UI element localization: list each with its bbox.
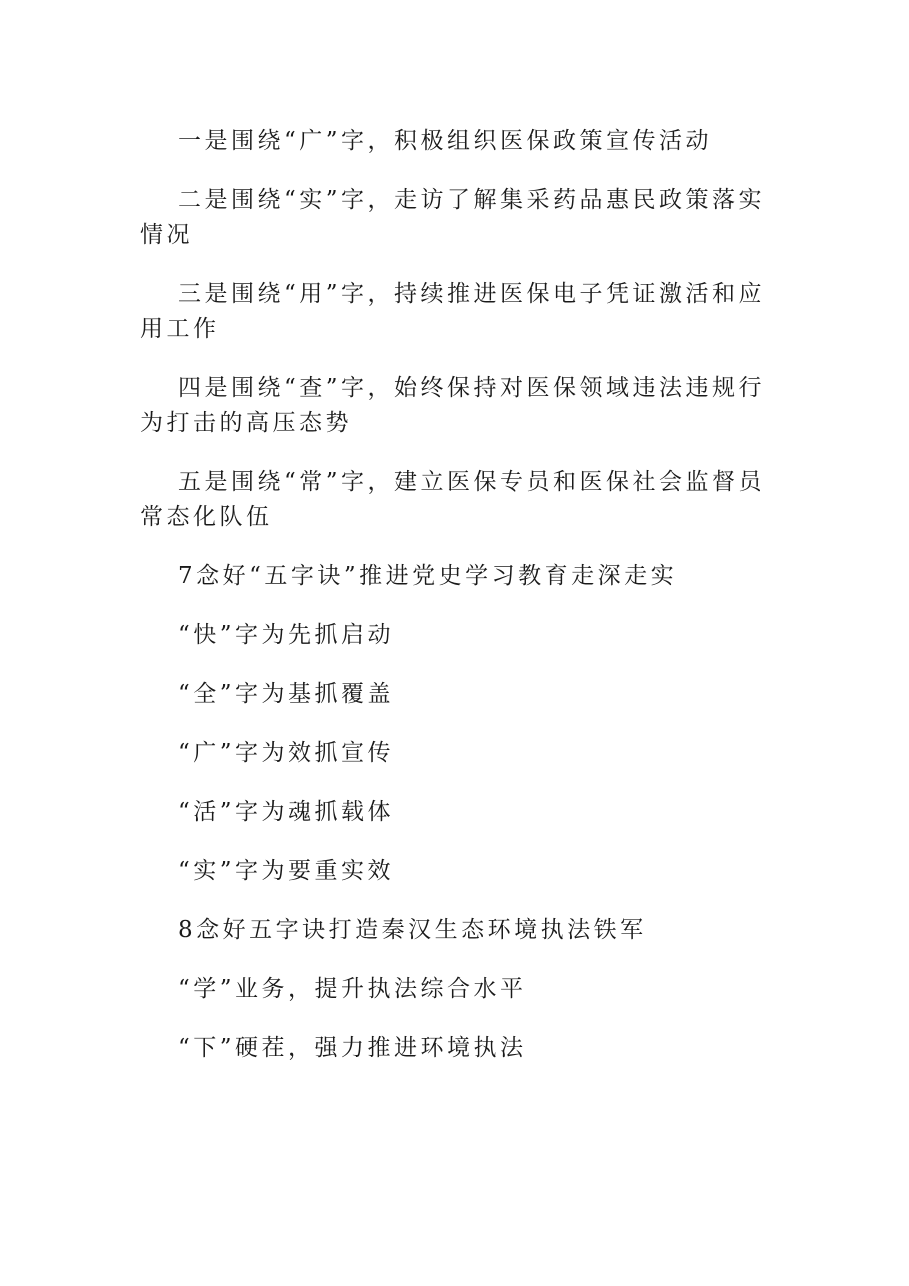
paragraph-7-2: “全”字为基抓覆盖: [178, 681, 395, 707]
paragraph-7-3: “广”字为效抓宣传: [178, 740, 395, 766]
paragraph-4: 四是围绕“查”字，始终保持对医保领域违法违规行为打击的高压态势: [140, 375, 766, 436]
paragraph-1: 一是围绕“广”字，积极组织医保政策宣传活动: [178, 128, 713, 154]
paragraph-8-1: “学”业务，提升执法综合水平: [178, 976, 527, 1002]
paragraph-7-4: “活”字为魂抓载体: [178, 799, 395, 825]
document-body: [140, 124, 780, 1090]
section-heading-7: 7念好“五字诀”推进党史学习教育走深走实: [178, 563, 678, 589]
section-heading-8: 8念好五字诀打造秦汉生态环境执法铁军: [178, 917, 647, 943]
paragraph-5: 五是围绕“常”字，建立医保专员和医保社会监督员常态化队伍: [140, 469, 766, 530]
paragraph-7-5: “实”字为要重实效: [178, 858, 395, 884]
paragraph-2: 二是围绕“实”字，走访了解集采药品惠民政策落实情况: [140, 187, 766, 248]
paragraph-3: 三是围绕“用”字，持续推进医保电子凭证激活和应用工作: [140, 281, 766, 342]
paragraph-8-2: “下”硬茬，强力推进环境执法: [178, 1035, 527, 1061]
paragraph-7-1: “快”字为先抓启动: [178, 622, 395, 648]
